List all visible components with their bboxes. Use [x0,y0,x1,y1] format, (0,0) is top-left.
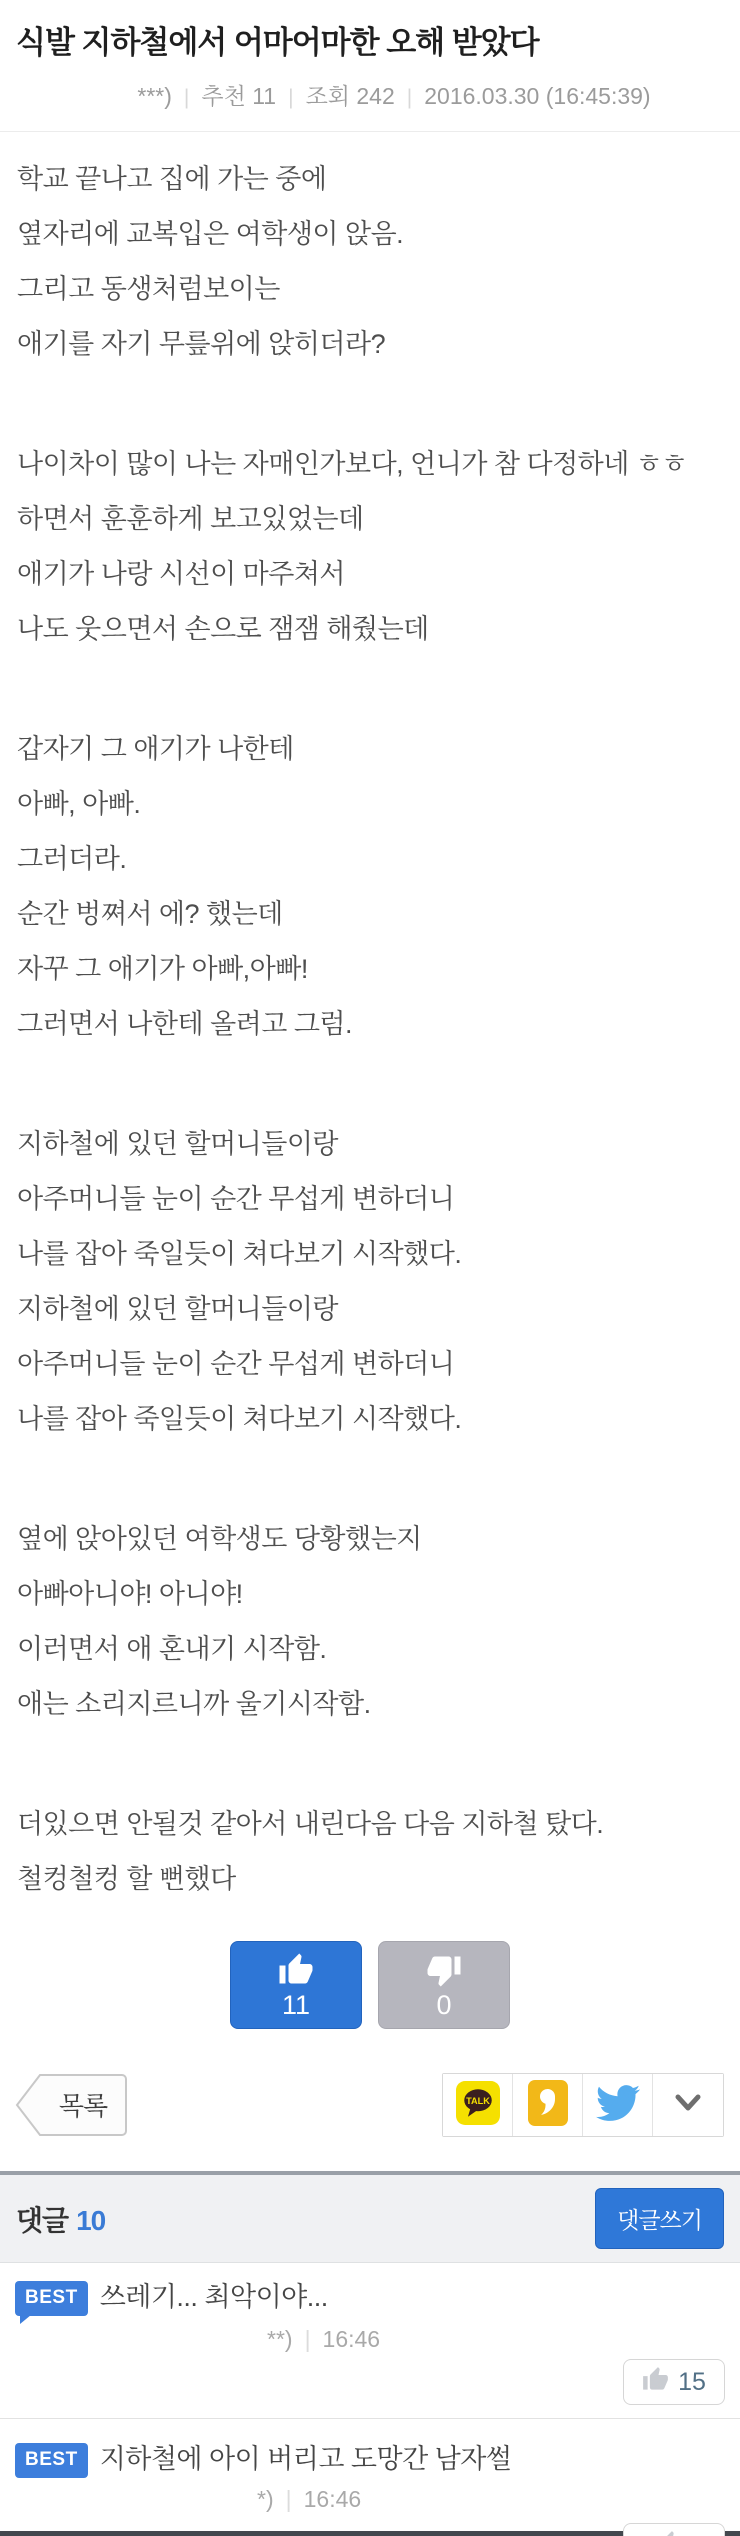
thumbs-down-icon [426,1952,462,1988]
meta-separator: | [406,86,413,109]
comment-time: 16:46 [322,2326,381,2352]
body-line: 갑자기 그 애기가 나한테 [17,734,294,764]
comment-meta [15,2326,725,2353]
list-button-label: 목록 [58,2090,108,2121]
share-twitter-button[interactable] [583,2074,653,2136]
post-body [0,132,740,1896]
comment-text: 쓰레기... 최악이야... [99,2282,328,2312]
comment-meta [15,2486,725,2513]
body-line: 순간 벙쪄서 에? 했는데 [17,899,283,929]
comment-header [0,2175,740,2263]
comment-text: 지하철에 아이 버리고 도망간 남자썰 [99,2444,512,2474]
twitter-icon [596,2081,640,2130]
share-kakaotalk-button[interactable] [443,2074,513,2136]
body-line: 나이차이 많이 나는 자매인가보다, 언니가 참 다정하네 ㅎㅎ [17,449,687,479]
comment-content-row [15,2441,725,2478]
comment-list [0,2263,740,2536]
body-line: 철컹철컹 할 뻔했다 [17,1864,236,1894]
stanza-gap [17,1742,723,1807]
stanza-gap [17,1062,723,1127]
comment-count: 10 [76,2204,106,2236]
chevron-down-icon [674,2093,702,2118]
comment-count-title [16,2199,105,2239]
body-line: 더있으면 안될것 같아서 내린다음 다음 지하철 탔다. [17,1809,604,1839]
stanza-gap [17,667,723,732]
body-line: 아주머니들 눈이 순간 무섭게 변하더니 [17,1184,455,1214]
body-line: 자꾸 그 애기가 아빠,아빠! [17,954,308,984]
comment-section [0,2171,740,2536]
like-button[interactable] [230,1941,362,2029]
write-comment-button[interactable]: 댓글쓰기 [595,2188,724,2249]
stanza-gap [17,1457,723,1522]
meta-separator: | [285,2486,292,2512]
list-button[interactable] [14,2073,128,2137]
body-line: 아빠아니야! 아니야! [17,1579,243,1609]
meta-separator: | [288,86,294,109]
post-title: 식발 지하철에서 어마어마한 오해 받았다 [16,25,539,60]
body-line: 이러면서 애 혼내기 시작함. [17,1634,327,1664]
comment-header-label: 댓글 [16,2204,69,2236]
comment-time: 16:46 [303,2486,362,2512]
vote-row [0,1941,740,2029]
comment-like-row [15,2359,725,2405]
comment-like-button[interactable] [623,2523,725,2536]
dislike-button[interactable] [378,1941,510,2029]
kakaotalk-icon [456,2081,500,2130]
body-line: 나를 잡아 죽일듯이 쳐다보기 시작했다. [17,1239,462,1269]
post-meta [16,78,724,111]
body-line: 그러면서 나한테 올려고 그럼. [17,1009,352,1039]
comment-like-button[interactable] [623,2359,725,2405]
meta-separator: | [304,2326,311,2352]
body-line: 하면서 훈훈하게 보고있었는데 [17,504,364,534]
body-line: 애기를 자기 무릎위에 앉히더라? [17,329,386,359]
body-line: 나를 잡아 죽일듯이 쳐다보기 시작했다. [17,1404,462,1434]
comment-item [0,2419,740,2536]
thumbs-up-outline-icon [642,2366,669,2398]
body-line: 지하철에 있던 할머니들이랑 [17,1294,338,1324]
body-line: 옆자리에 교복입은 여학생이 앉음. [17,219,404,249]
like-count: 11 [281,1989,311,2020]
body-line: 그리고 동생처럼보이는 [17,274,280,304]
body-line: 애기가 나랑 시선이 마주쳐서 [17,559,345,589]
body-line: 그러더라. [17,844,127,874]
body-line: 지하철에 있던 할머니들이랑 [17,1129,338,1159]
best-badge: BEST [15,2281,88,2316]
svg-text:TALK: TALK [465,2095,490,2106]
post-author: ***) [137,83,172,109]
comment-author: *) [257,2486,274,2512]
comment-like-count: 15 [678,2367,706,2396]
recommend-label: 추천 [201,83,246,109]
comment-content-row [15,2279,725,2316]
body-line: 애는 소리지르니까 울기시작함. [17,1689,371,1719]
body-line: 옆에 앉아있던 여학생도 당황했는지 [17,1524,422,1554]
kakaostory-icon [528,2080,568,2131]
recommend-count: 11 [252,83,277,109]
dislike-count: 0 [436,1989,452,2020]
post-datetime: 2016.03.30 (16:45:39) [424,83,651,109]
views-count: 242 [356,83,395,109]
body-line: 아주머니들 눈이 순간 무섭게 변하더니 [17,1349,455,1379]
share-group [442,2073,724,2137]
comment-item [0,2263,740,2419]
body-line: 아빠, 아빠. [17,789,141,819]
post-header [0,0,740,132]
stanza-gap [17,382,723,447]
thumbs-up-outline-icon [656,2530,683,2536]
views-label: 조회 [305,83,350,109]
thumbs-up-icon [278,1952,314,1988]
body-line: 학교 끝나고 집에 가는 중에 [17,164,327,194]
comment-author: **) [267,2326,293,2352]
body-line: 나도 웃으면서 손으로 잼잼 해줬는데 [17,614,429,644]
share-more-button[interactable] [653,2074,723,2136]
meta-separator: | [183,86,190,109]
action-row [0,2073,740,2137]
share-kakaostory-button[interactable] [513,2074,583,2136]
best-badge: BEST [15,2443,88,2478]
